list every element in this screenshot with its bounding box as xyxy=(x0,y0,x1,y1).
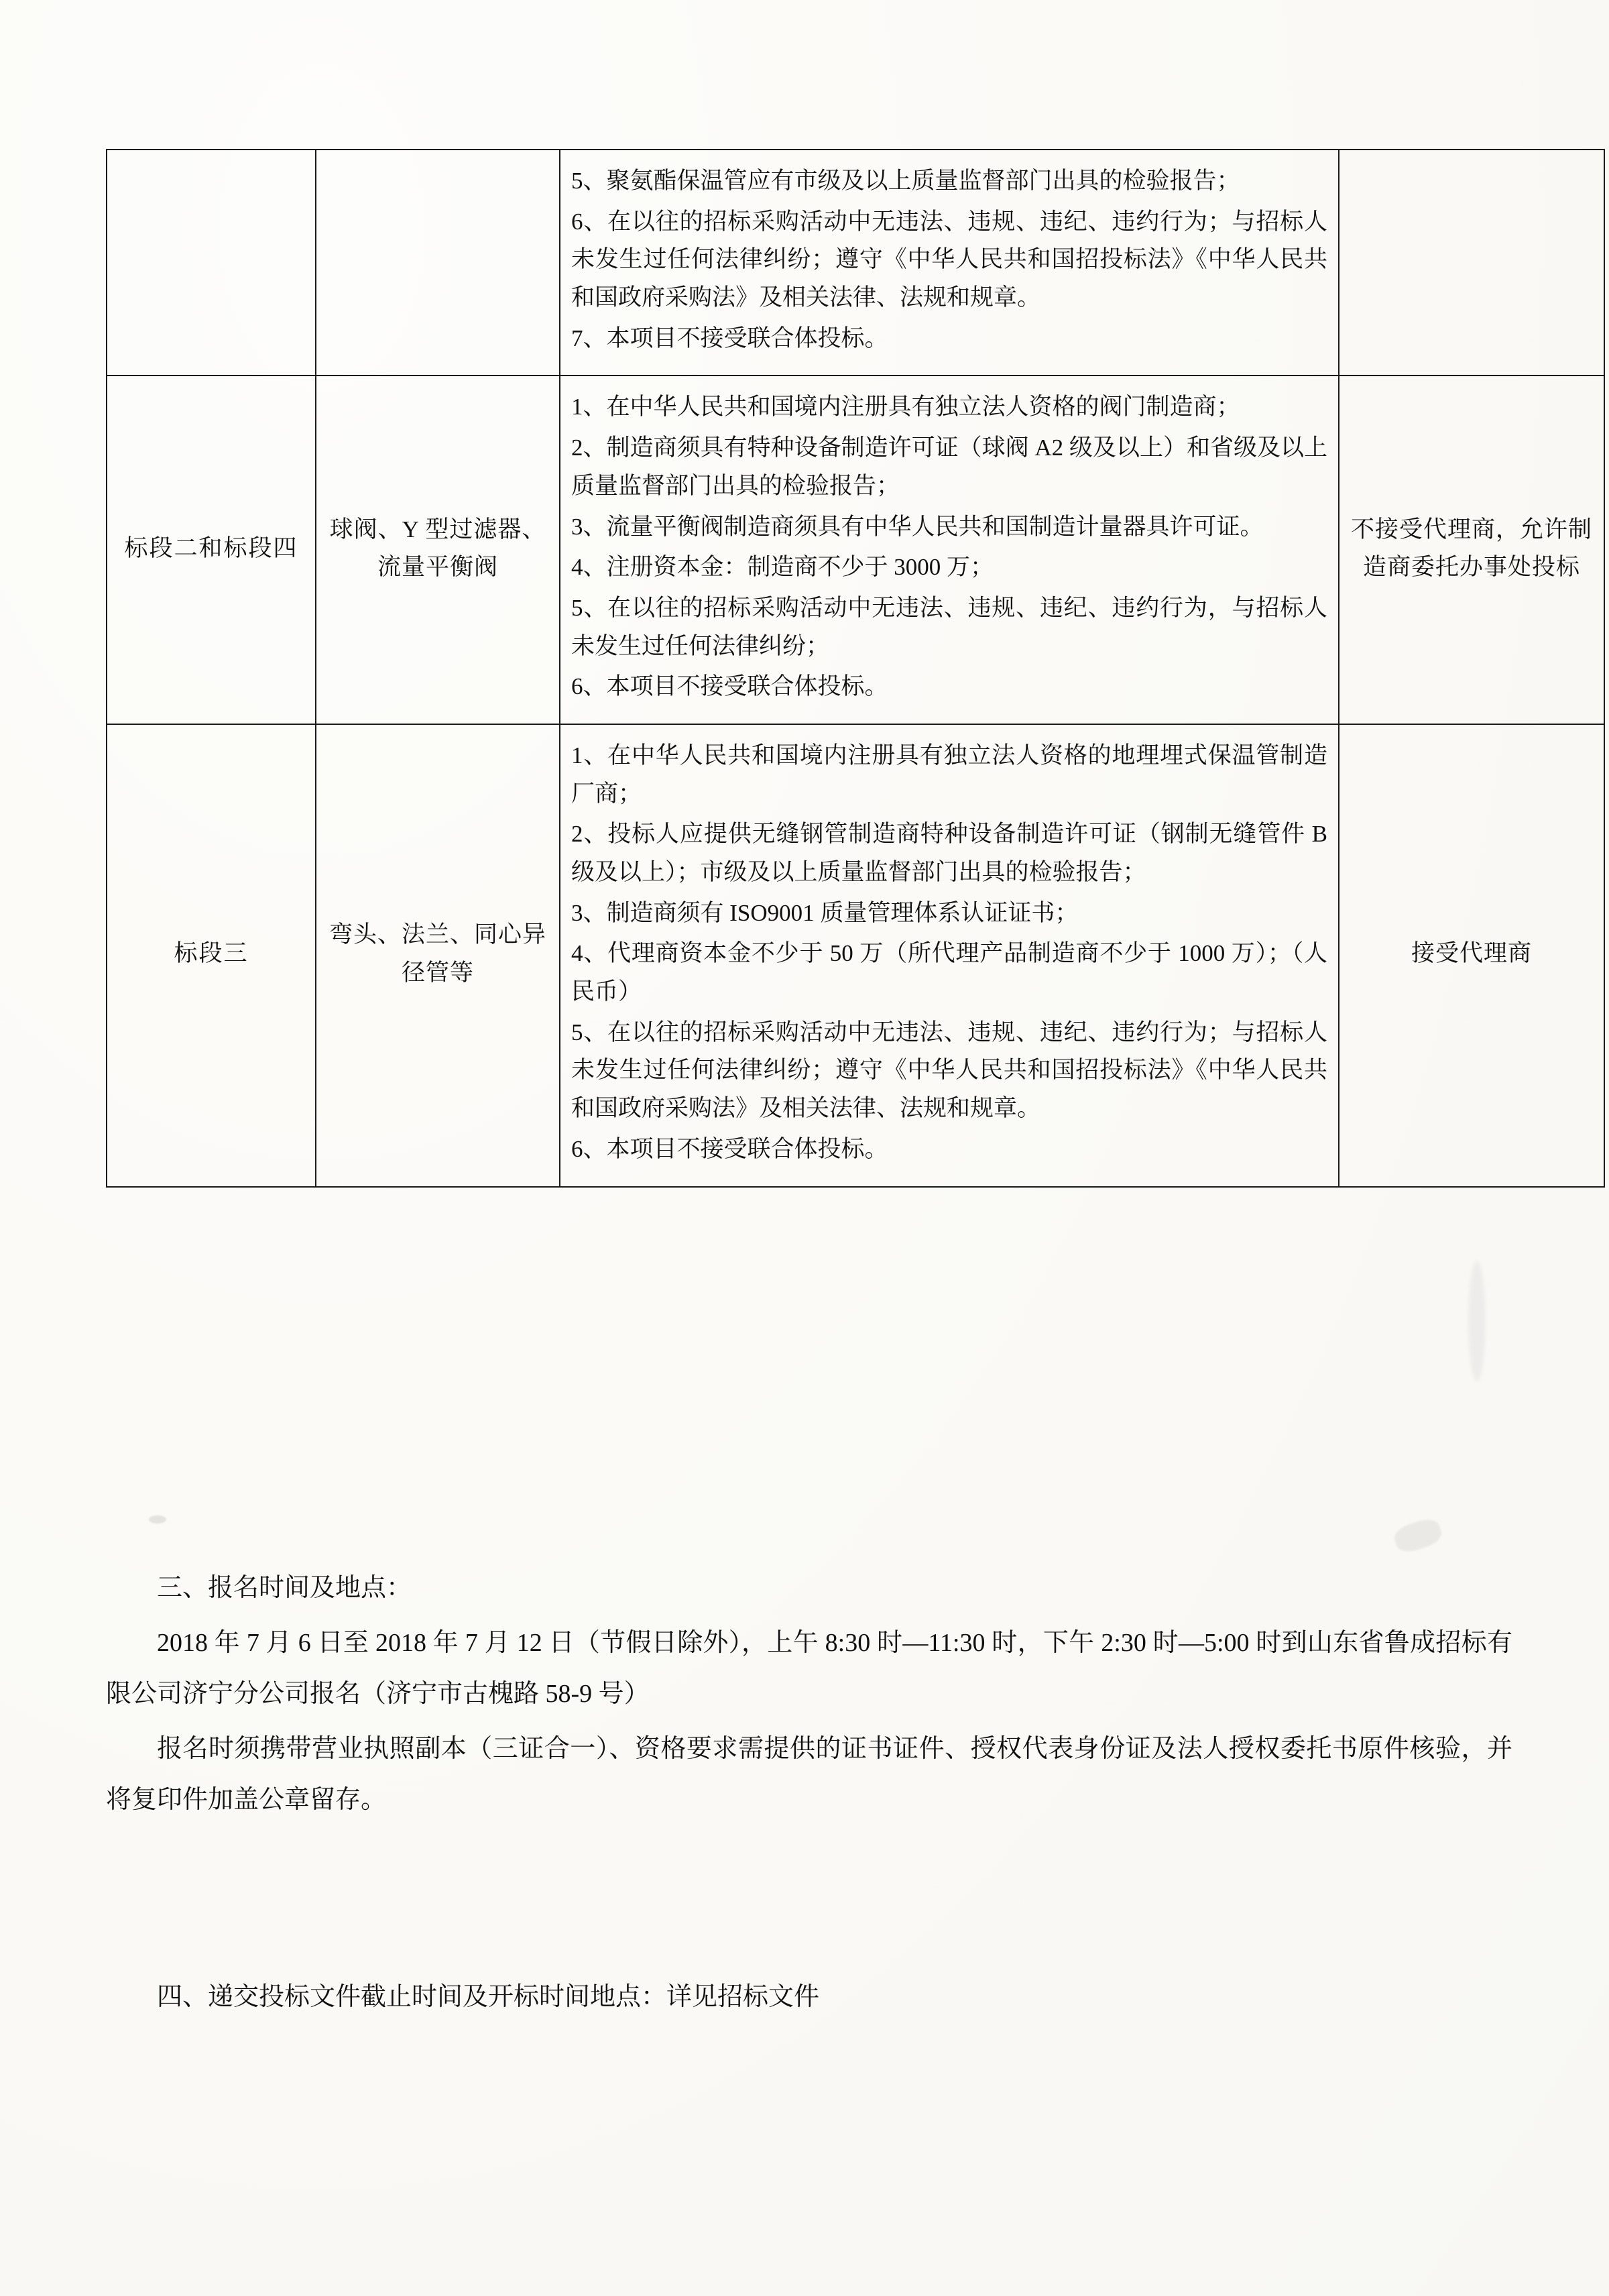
submission-section xyxy=(106,1971,1512,2026)
requirement-item: 4、注册资本金：制造商不少于 3000 万； xyxy=(571,554,994,581)
section-heading: 四、递交投标文件截止时间及开标时间地点：详见招标文件 xyxy=(157,1983,820,2011)
agent-policy-label: 接受代理商 xyxy=(1411,940,1532,967)
goods-cell xyxy=(316,150,560,376)
requirement-item: 5、在以往的招标采购活动中无违法、违规、违纪、违约行为；与招标人未发生过任何法律纠纷；遵守《中华人民共和国招投标法》《中华人民共和国政府采购法》及相关法律、法规和规章。 xyxy=(571,1019,1327,1122)
requirement-item: 3、制造商须有 ISO9001 质量管理体系认证证书； xyxy=(571,899,1079,926)
requirements-cell xyxy=(560,376,1339,724)
requirement-item: 2、投标人应提供无缝钢管制造商特种设备制造许可证（钢制无缝管件 B 级及以上）；市级及以上质量监督部门出具的检验报告； xyxy=(571,821,1327,885)
qualification-requirements-table xyxy=(106,149,1605,1188)
section-paragraph: 2018 年 7 月 6 日至 2018 年 7 月 12 日（节假日除外），上午 8:30 时—11:30 时，下午 2:30 时—5:00 时到山东省鲁成招标有限公司济宁分公司报名（济宁市古槐路 58-9 号） xyxy=(106,1629,1512,1708)
registration-section xyxy=(106,1562,1512,1829)
requirement-item: 6、在以往的招标采购活动中无违法、违规、违纪、违约行为；与招标人未发生过任何法律纠纷；遵守《中华人民共和国招投标法》《中华人民共和国政府采购法》及相关法律、法规和规章。 xyxy=(571,208,1327,311)
requirement-item: 6、本项目不接受联合体投标。 xyxy=(571,673,888,700)
agent-policy-cell xyxy=(1339,724,1604,1187)
requirement-item: 3、流量平衡阀制造商须具有中华人民共和国制造计量器具许可证。 xyxy=(571,513,1264,540)
scan-artifact xyxy=(149,1515,166,1524)
agent-policy-label: 不接受代理商，允许制造商委托办事处投标 xyxy=(1350,516,1592,581)
lot-cell xyxy=(107,724,316,1187)
requirement-item: 5、聚氨酯保温管应有市级及以上质量监督部门出具的检验报告； xyxy=(571,168,1240,194)
table-row xyxy=(107,150,1604,376)
lot-label: 标段二和标段四 xyxy=(124,534,298,561)
requirement-item: 4、代理商资本金不少于 50 万（所代理产品制造商不少于 1000 万）；（人民币） xyxy=(571,940,1327,1005)
lot-cell xyxy=(107,150,316,376)
goods-cell xyxy=(316,724,560,1187)
requirement-item: 1、在中华人民共和国境内注册具有独立法人资格的阀门制造商； xyxy=(571,394,1240,420)
table-row xyxy=(107,724,1604,1187)
requirements-cell xyxy=(560,150,1339,376)
agent-policy-cell xyxy=(1339,150,1604,376)
requirement-item: 5、在以往的招标采购活动中无违法、违规、违纪、违约行为，与招标人未发生过任何法律纠纷； xyxy=(571,594,1327,659)
requirement-item: 7、本项目不接受联合体投标。 xyxy=(571,325,888,351)
requirement-item: 6、本项目不接受联合体投标。 xyxy=(571,1135,888,1162)
section-heading: 三、报名时间及地点： xyxy=(157,1574,412,1602)
requirement-item: 1、在中华人民共和国境内注册具有独立法人资格的地理埋式保温管制造厂商； xyxy=(571,742,1327,807)
goods-label: 弯头、法兰、同心异径管等 xyxy=(329,921,546,986)
agent-policy-cell xyxy=(1339,376,1604,724)
lot-cell xyxy=(107,376,316,724)
requirements-cell xyxy=(560,724,1339,1187)
goods-label: 球阀、Y 型过滤器、流量平衡阀 xyxy=(329,516,546,581)
scan-artifact xyxy=(1392,1515,1445,1556)
section-paragraph: 报名时须携带营业执照副本（三证合一）、资格要求需提供的证书证件、授权代表身份证及法人授权委托书原件核验，并将复印件加盖公章留存。 xyxy=(106,1735,1512,1814)
lot-label: 标段三 xyxy=(174,940,249,967)
table-row xyxy=(107,376,1604,724)
scan-artifact xyxy=(1468,1261,1486,1381)
goods-cell xyxy=(316,376,560,724)
requirement-item: 2、制造商须具有特种设备制造许可证（球阀 A2 级及以上）和省级及以上质量监督部门出具的检验报告； xyxy=(571,435,1327,499)
